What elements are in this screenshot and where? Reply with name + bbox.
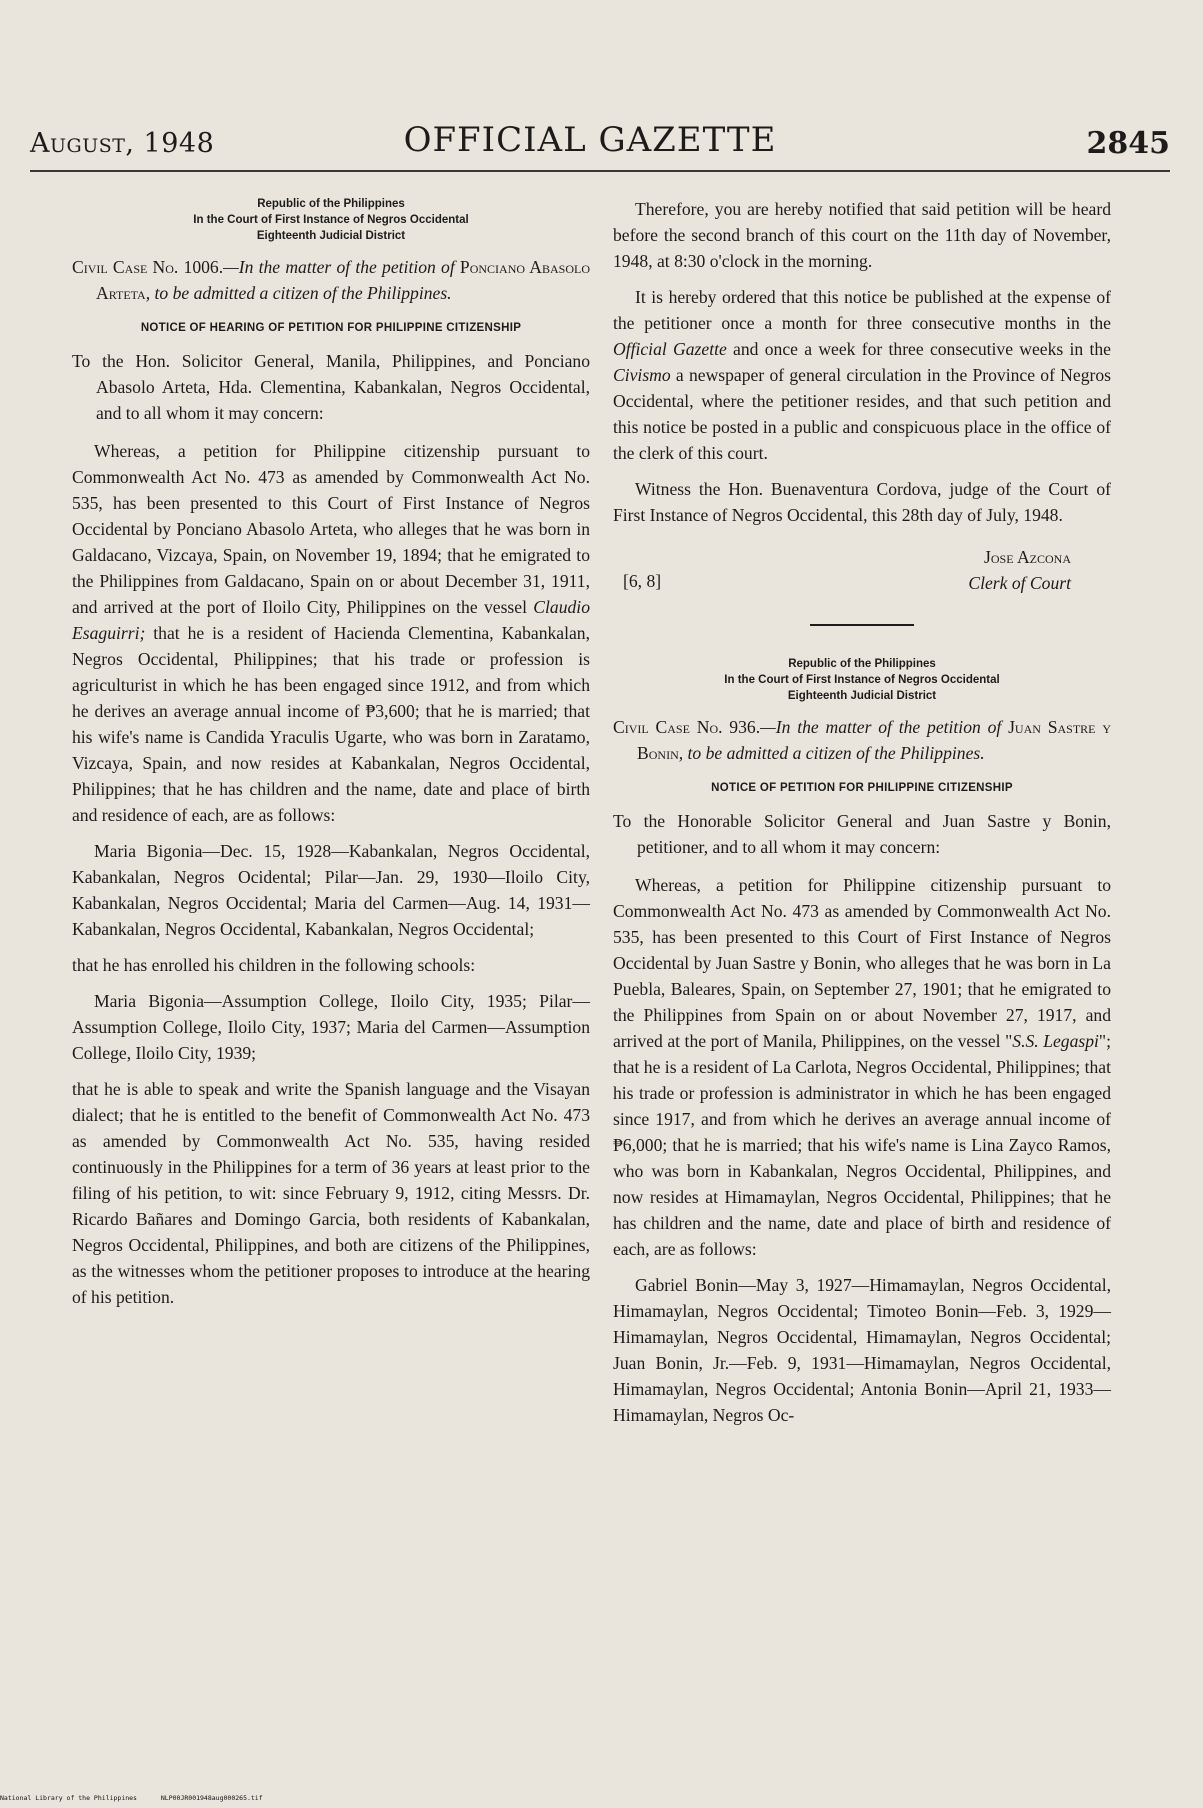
newspaper-name: Civismo: [613, 365, 671, 385]
children-list: Maria Bigonia—Dec. 15, 1928—Kabankalan, Negros Occidental, Kabankalan, Negros Ocidental; Pilar—Jan. 29, 1930—Iloilo City, Kabankalan, Negros Occidental; Maria del Carmen—Aug. 14, 1931—Kabankalan, Negros Occidental, Kabankalan, Negros Occidental;: [72, 841, 590, 939]
issue-date: August, 1948: [30, 128, 215, 159]
signer-title: Clerk of Court: [968, 573, 1071, 593]
case-caption-text: , to be admitted a citizen of the Philippines.: [145, 283, 452, 303]
court-line: Eighteenth Judicial District: [256, 230, 406, 242]
petitioner-name: Juan Sastre y Bonin: [637, 717, 1111, 763]
case-caption: [72, 254, 590, 306]
schools-list: Maria Bigonia—Assumption College, Iloilo City, 1935; Pilar—Assumption College, Iloilo City, 1937; Maria del Carmen—Assumption College, Iloilo City, 1939;: [72, 991, 590, 1063]
court-heading: [613, 656, 1111, 704]
vessel-name: S.S. Legaspi: [1012, 1031, 1099, 1051]
issue-reference: [6, 8]: [623, 571, 662, 591]
court-heading: [72, 196, 590, 244]
addressees: To the Hon. Solicitor General, Manila, Philippines, and Ponciano Abasolo Arteta, Hda. Clementina, Kabankalan, Negros Occidental, and to all whom it may concern:: [72, 351, 590, 423]
paragraph-text: "; that he is a resident of La Carlota, Negros Occidental, Philippines; that his trade or profession is administrator in which he has been engaged since 1917, and from which he derives an average annual income of ₱6,000; that he is married; that his wife's name is Lina Zayco Ramos, who was born in Kabankalan, Negros Occidental, Philippines, and now resides at Himamaylan, Negros Occidental, Philippines; that he has children and the name, date and place of birth and residence of each, are as follows:: [613, 1031, 1111, 1259]
signature-block: [613, 544, 1111, 600]
witnesses-paragraph: that he is able to speak and write the Spanish language and the Visayan dialect; that he is entitled to the benefit of Commonwealth Act No. 473 as amended by Commonwealth Act No. 535, having resided continuously in the Philippines for a term of 36 years at least prior to the filing of his petition, to wit: since February 9, 1912, citing Messrs. Dr. Ricardo Bañares and Domingo Garcia, both residents of Kabankalan, Negros Occidental, Philippines, and both are citizens of the Philippines, as the witnesses whom the petitioner proposes to introduce at the hearing of his petition.: [72, 1079, 590, 1307]
signer-name: Jose Azcona: [984, 547, 1071, 567]
court-line: In the Court of First Instance of Negros Occidental: [724, 674, 1000, 686]
court-line: Eighteenth Judicial District: [787, 690, 937, 702]
petition-paragraph: [613, 872, 1111, 1262]
schools-intro: that he has enrolled his children in the following schools:: [72, 955, 476, 975]
notice-title: NOTICE OF HEARING OF PETITION FOR PHILIPPINE CITIZENSHIP: [140, 322, 522, 334]
library-name: National Library of the Philippines: [0, 1794, 137, 1802]
paragraph-text: and once a week for three consecutive weeks in the: [726, 339, 1111, 359]
vessel-name: Claudio Esaguirri;: [72, 597, 590, 643]
case-caption-text: —In the matter of the petition of: [223, 257, 460, 277]
paragraph-text: Whereas, a petition for Philippine citizenship pursuant to Commonwealth Act No. 473 as amended by Commonwealth Act No. 535, has been presented to this Court of First Instance of Negros Occidental by Juan Sastre y Bonin, who alleges that he was born in La Puebla, Baleares, Spain, on September 27, 1901; that he emigrated to the Philippines from Spain on or about November 27, 1917, and arrived at the port of Manila, Philippines, on the vessel ": [613, 875, 1111, 1051]
court-line: Republic of the Philippines: [788, 658, 936, 670]
publication-order: [613, 284, 1111, 466]
children-list: Gabriel Bonin—May 3, 1927—Himamaylan, Negros Occidental, Himamaylan, Negros Occidental; Timoteo Bonin—Feb. 3, 1929—Himamaylan, Negros Occidental, Himamaylan, Negros Occidental; Juan Bonin, Jr.—Feb. 9, 1931—Himamaylan, Negros Occidental, Himamaylan, Negros Occidental; Antonia Bonin—April 21, 1933—Himamaylan, Negros Oc-: [613, 1275, 1111, 1425]
scan-footer: [0, 1794, 283, 1802]
page-header: [30, 120, 1170, 170]
paragraph-text: Whereas, a petition for Philippine citizenship pursuant to Commonwealth Act No. 473 as amended by Commonwealth Act No. 535, has been presented to this Court of First Instance of Negros Occidental by Ponciano Abasolo Arteta, who alleges that he was born in Galdacano, Vizcaya, Spain, on November 19, 1894; that he emigrated to the Philippines from Galdacano, Spain on or about December 31, 1911, and arrived at the port of Iloilo City, Philippines on the vessel: [72, 441, 590, 617]
gazette-name: Official Gazette: [613, 339, 727, 359]
publication-title: OFFICIAL GAZETTE: [403, 120, 777, 160]
header-rule: [30, 170, 1170, 172]
case-number: Civil Case No. 1006.: [72, 257, 224, 277]
notice-title: NOTICE OF PETITION FOR PHILIPPINE CITIZENSHIP: [711, 782, 1013, 794]
file-name: NLP00JR001948aug000265.tif: [160, 1794, 263, 1802]
petitioner-name: Ponciano Abasolo Arteta: [96, 257, 590, 303]
notice-divider: [810, 624, 914, 626]
court-line: In the Court of First Instance of Negros Occidental: [193, 214, 469, 226]
addressees: To the Honorable Solicitor General and Juan Sastre y Bonin, petitioner, and to all whom it may concern:: [613, 811, 1111, 857]
court-line: Republic of the Philippines: [257, 198, 405, 210]
case-caption: [613, 714, 1111, 766]
paragraph-text: that he is a resident of Hacienda Clementina, Kabankalan, Negros Occidental, Philippines; that his trade or profession is agriculturist in which he has been engaged since 1912, and from which he derives an average annual income of ₱3,600; that he is married; that his wife's name is Candida Yraculis Ugarte, who was born in Zaratamo, Vizcaya, Spain, and now resides at Kabankalan, Negros Occidental, Philippines; that he has children and the name, date and place of birth and residence of each, are as follows:: [72, 623, 590, 825]
case-number: Civil Case No. 936.: [613, 717, 761, 737]
paragraph-text: a newspaper of general circulation in the Province of Negros Occidental, where the petitioner resides, and that such petition and this notice be posted in a public and conspicuous place in the office of the clerk of this court.: [613, 365, 1111, 463]
hearing-paragraph: Therefore, you are hereby notified that said petition will be heard before the second branch of this court on the 11th day of November, 1948, at 8:30 o'clock in the morning.: [613, 199, 1111, 271]
petition-paragraph: [72, 438, 590, 828]
paragraph-text: It is hereby ordered that this notice be published at the expense of the petitioner once a month for three consecutive months in the: [613, 287, 1111, 333]
left-column: [72, 196, 590, 1320]
right-column: [613, 196, 1111, 1438]
case-caption-text: —In the matter of the petition of: [760, 717, 1009, 737]
witness-paragraph: Witness the Hon. Buenaventura Cordova, judge of the Court of First Instance of Negros Occidental, this 28th day of July, 1948.: [613, 479, 1111, 525]
case-caption-text: , to be admitted a citizen of the Philippines.: [678, 743, 985, 763]
page-number: 2845: [1086, 126, 1170, 161]
